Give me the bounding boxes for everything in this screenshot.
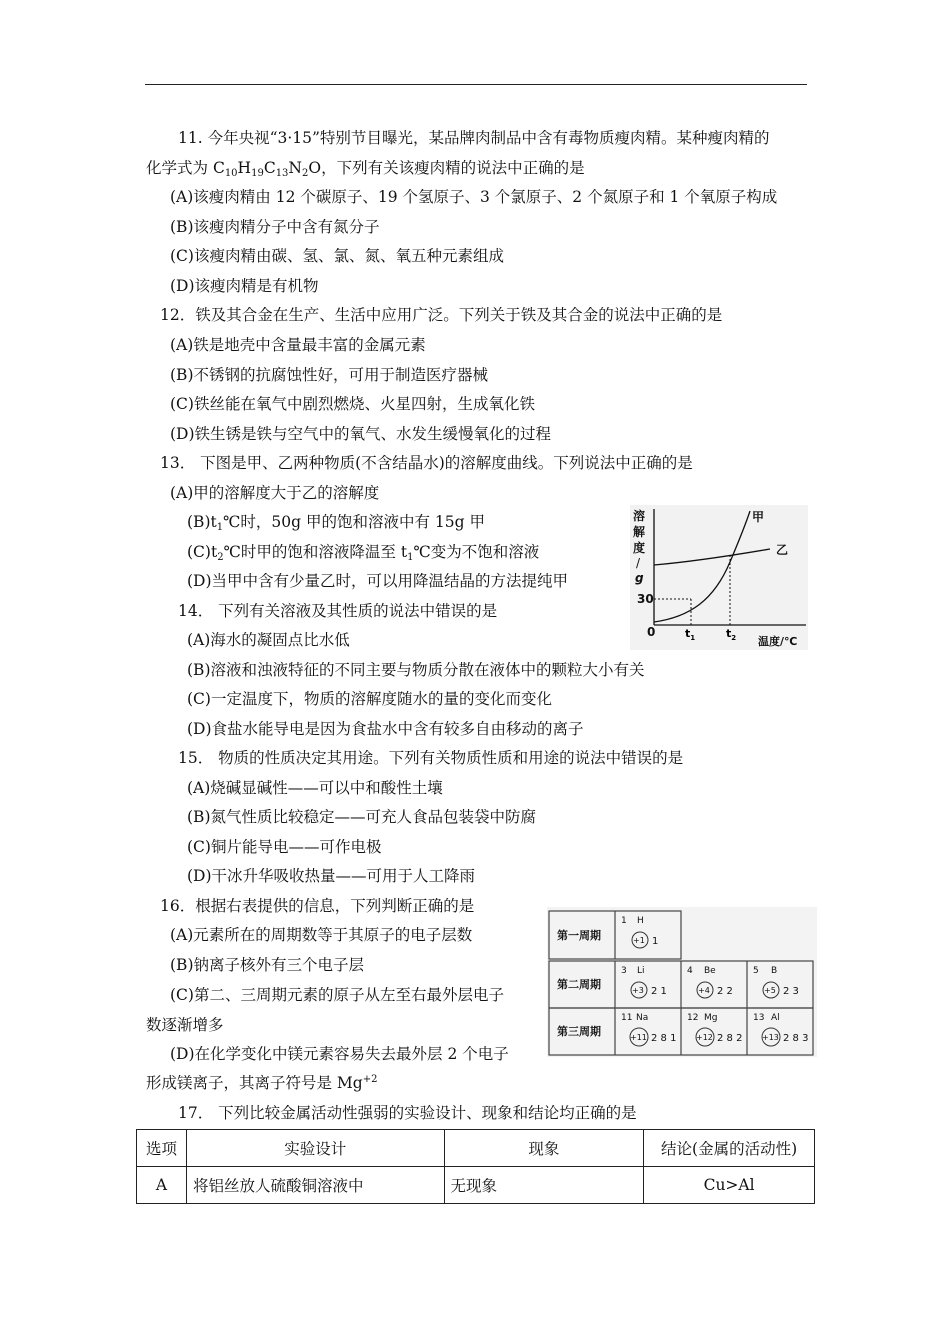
q16-option-d-line1: (D)在化学变化中镁元素容易失去最外层 2 个电子 [170,1045,509,1063]
electron-shells: 2 1 [651,986,667,997]
period-3-label: 第三周期 [557,1025,601,1038]
q11-option-b: (B)该瘦肉精分子中含有氮分子 [170,218,380,236]
element-number: 3 [621,966,627,976]
q12-option-a: (A)铁是地壳中含量最丰富的金属元素 [170,336,426,354]
element-number: 1 [621,916,627,926]
q16-option-c-line1: (C)第二、三周期元素的原子从左至右最外层电子 [170,986,504,1004]
nucleus-charge: +3 [632,986,644,995]
q16-stem: 16．根据右表提供的信息，下列判断正确的是 [160,897,475,915]
nucleus-charge: +12 [696,1033,713,1042]
element-symbol: B [771,966,778,976]
q13-option-c: $(C)t_2℃$时甲的饱和溶液降温至 $t_1℃$变为不饱和溶液 [187,543,540,563]
series-label-yi: 乙 [776,543,789,557]
q12-stem: 12．铁及其合金在生产、生活中应用广泛。下列关于铁及其合金的说法中正确的是 [160,306,723,324]
x-axis-label: 温度/℃ [758,635,798,648]
nucleus-charge: +13 [762,1033,779,1042]
q15-option-b: (B)氮气性质比较稳定——可充人食品包装袋中防腐 [187,808,536,826]
q11-option-c: (C)该瘦肉精由碳、氢、氯、氮、氧五种元素组成 [170,247,504,265]
element-symbol: Be [704,966,716,976]
q15-option-a: (A)烧碱显碱性——可以中和酸性土壤 [187,779,443,797]
q12-option-c: (C)铁丝能在氧气中剧烈燃烧、火星四射，生成氧化铁 [170,395,535,413]
element-number: 13 [753,1013,765,1023]
element-symbol: Mg [704,1013,718,1023]
header-cell: 结论(金属的活动性) [644,1130,815,1167]
table-cell: 将铝丝放人硫酸铜溶液中 [186,1167,444,1204]
graph-ylabel-char: 度 [633,541,646,555]
periodic-table-figure [547,907,817,1057]
q15-option-c: (C)铜片能导电——可作电极 [187,838,382,856]
q13-option-d: (D)当甲中含有少量乙时，可以用降温结晶的方法提纯甲 [187,572,569,590]
q17-table [136,1129,815,1204]
q12-option-d: (D)铁生锈是铁与空气中的氧气、水发生缓慢氧化的过程 [170,425,552,443]
table-row [137,1167,815,1204]
q11-option-a: (A)该瘦肉精由 12 个碳原子、19 个氢原子、3 个氯原子、2 个氮原子和 1 个氧原子构成 [170,188,778,206]
electron-shells: 2 2 [717,986,733,997]
graph-ylabel-char: 解 [633,525,646,539]
q11-stem-line1: 11. 今年央视“3·15”特别节目曝光，某品牌肉制品中含有毒物质瘦肉精。某种瘦肉精的 [178,129,770,147]
electron-shells: 2 8 2 [717,1033,743,1044]
q11-stem-line2: 化学式为 $C_{10}H_{19}C_{13}N_2O$，下列有关该瘦肉精的说法中正确的是 [146,159,585,179]
q13-option-a: (A)甲的溶解度大于乙的溶解度 [170,484,380,502]
table-cell: 无现象 [444,1167,644,1204]
graph-ylabel-char: / [636,556,641,570]
q15-option-d: (D)干冰升华吸收热量——可用于人工降雨 [187,867,476,885]
graph-background [630,505,808,650]
element-symbol: Al [771,1013,780,1023]
q17-stem: 17． 下列比较金属活动性强弱的实验设计、现象和结论均正确的是 [178,1104,637,1122]
element-number: 12 [687,1013,699,1023]
table-cell: Cu>Al [644,1167,815,1204]
q11-option-d: (D)该瘦肉精是有机物 [170,277,319,295]
series-label-jia: 甲 [752,510,765,524]
header-cell: 选项 [137,1130,187,1167]
q13-option-b: $(B)t_1℃$时，50g 甲的饱和溶液中有 15g 甲 [187,513,486,533]
header-cell: 现象 [444,1130,644,1167]
q14-option-c: (C)一定温度下，物质的溶解度随水的量的变化而变化 [187,690,552,708]
solubility-graph [630,505,808,650]
nucleus-charge: +4 [698,986,710,995]
element-number: 4 [687,966,693,976]
element-number: 11 [621,1013,633,1023]
q12-option-b: (B)不锈钢的抗腐蚀性好，可用于制造医疗器械 [170,366,488,384]
element-number: 5 [753,966,759,976]
electron-shells: 2 8 1 [651,1033,677,1044]
q16-option-d-line2: 形成镁离子，其离子符号是 $Mg^{+2}$ [146,1074,378,1092]
period-2-label: 第二周期 [557,978,601,991]
graph-ylabel-char: g [635,571,644,585]
q14-stem: 14． 下列有关溶液及其性质的说法中错误的是 [178,602,498,620]
nucleus-charge: +5 [764,986,776,995]
nucleus-charge: +11 [630,1033,647,1042]
graph-ylabel-char: 溶 [633,509,646,523]
table-cell: A [137,1167,187,1204]
chemical-formula: $C_{10}H_{19}C_{13}N_2O$ [212,159,322,179]
header-cell: 实验设计 [186,1130,444,1167]
tick-t2: $t_2$ [726,627,737,642]
q13-stem: 13． 下图是甲、乙两种物质(不含结晶水)的溶解度曲线。下列说法中正确的是 [160,454,693,472]
electron-shells: 2 3 [783,986,799,997]
period-1-label: 第一周期 [557,929,601,942]
electron-shells: 1 [652,936,659,947]
element-symbol: Li [637,966,645,976]
element-symbol: Na [636,1013,649,1023]
element-symbol: H [637,916,644,926]
nucleus-charge: +1 [633,936,645,945]
y-tick-30: 30 [637,592,654,606]
q16-option-a: (A)元素所在的周期数等于其原子的电子层数 [170,926,473,944]
q16-option-c-line2: 数逐渐增多 [146,1016,224,1034]
electron-shells: 2 8 3 [783,1033,809,1044]
tick-t1: $t_1$ [685,627,696,642]
table-header-row [137,1130,815,1167]
q16-option-b: (B)钠离子核外有三个电子层 [170,956,364,974]
origin-label: 0 [647,625,656,639]
q14-option-b: (B)溶液和浊液特征的不同主要与物质分散在液体中的颗粒大小有关 [187,661,645,679]
header-rule [145,84,807,85]
q15-stem: 15． 物质的性质决定其用途。下列有关物质性质和用途的说法中错误的是 [178,749,684,767]
q14-option-d: (D)食盐水能导电是因为食盐水中含有较多自由移动的离子 [187,720,584,738]
q14-option-a: (A)海水的凝固点比水低 [187,631,350,649]
